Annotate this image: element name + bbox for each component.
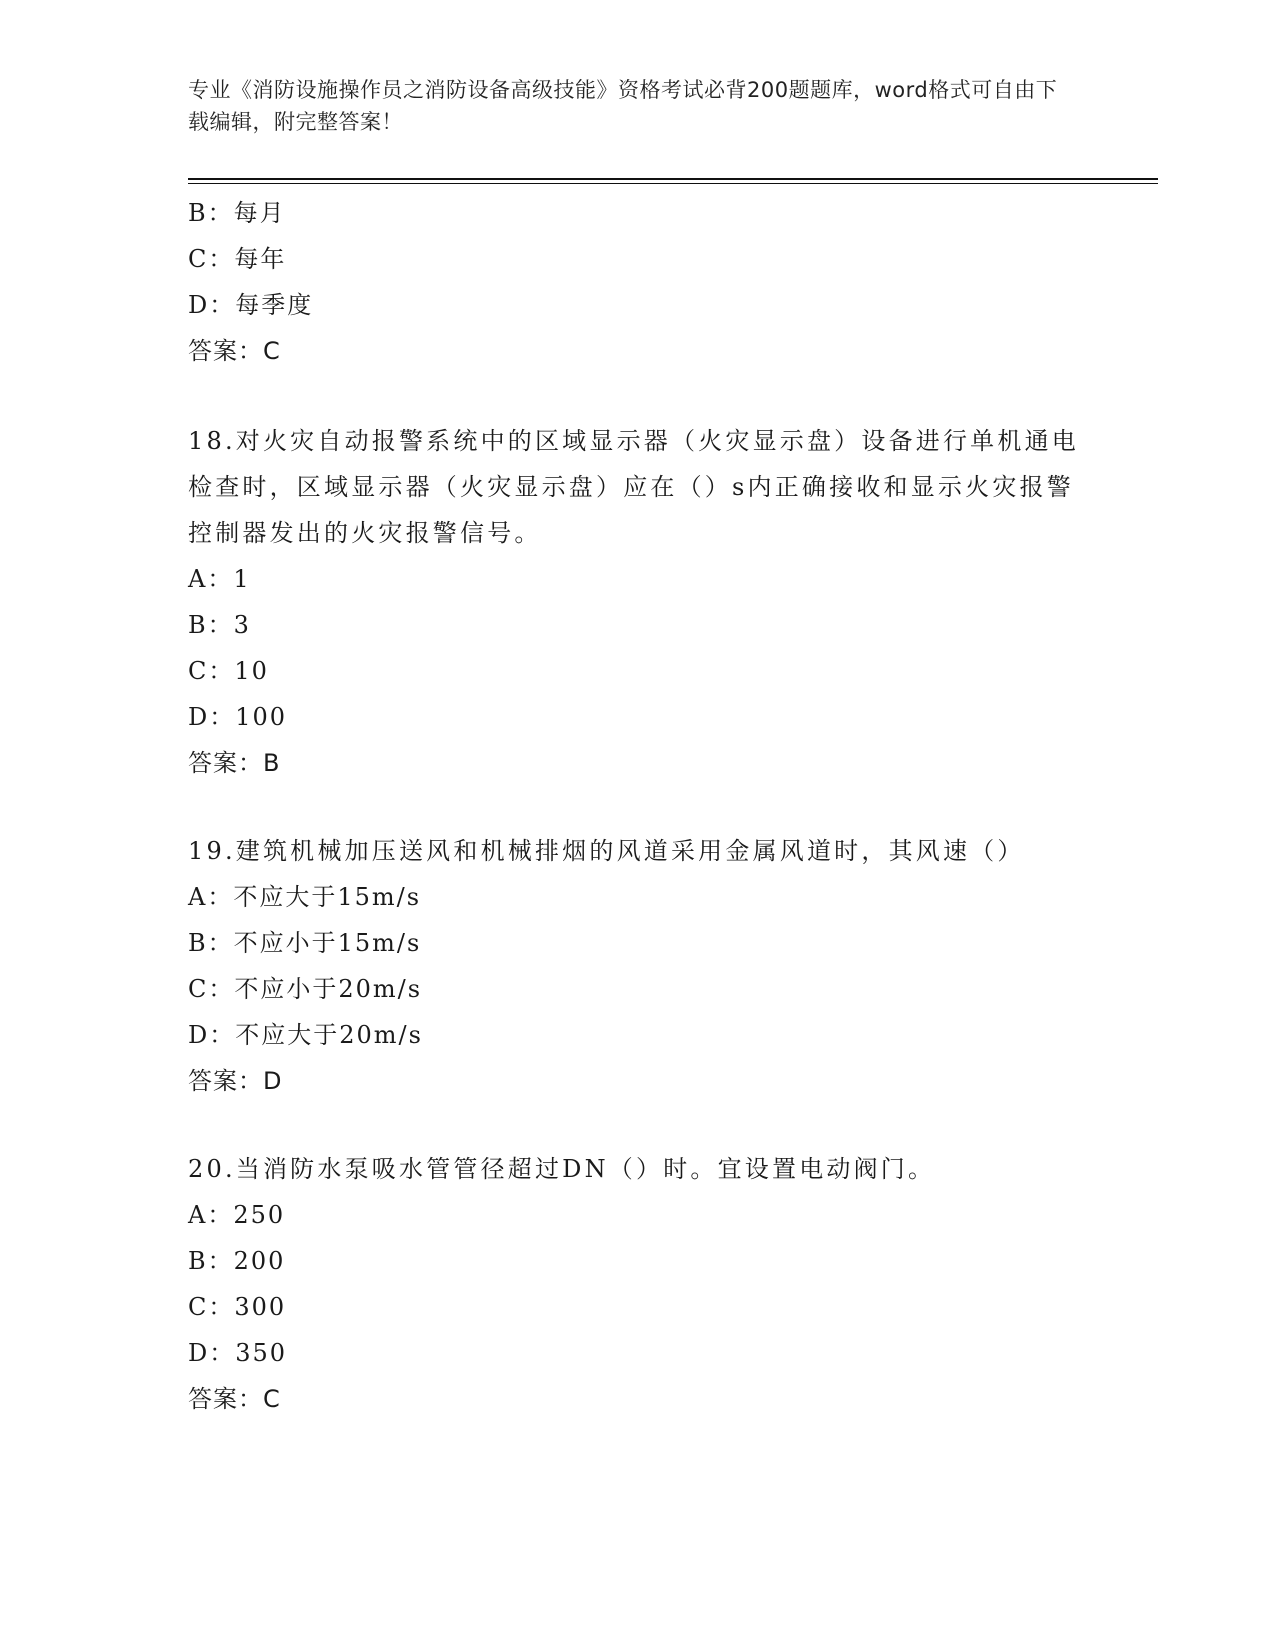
question-19: [188, 828, 1088, 1104]
option-d: D：100: [188, 703, 288, 731]
option-d: D：350: [188, 1339, 288, 1367]
spacer: [188, 786, 1088, 828]
option-c: C：300: [188, 1293, 287, 1321]
answer: 答案：C: [188, 337, 281, 365]
option-a: A：不应大于15m/s: [188, 883, 422, 911]
answer: 答案：D: [188, 1067, 283, 1095]
option-c: C：10: [188, 657, 269, 685]
header-divider-thick: [188, 178, 1158, 180]
option-b: B：200: [188, 1247, 286, 1275]
question-stem: 18.对火灾自动报警系统中的区域显示器（火灾显示盘）设备进行单机通电检查时，区域显示器（火灾显示盘）应在（）s内正确接收和显示火灾报警控制器发出的火灾报警信号。: [188, 427, 1079, 547]
option-b: B：3: [188, 611, 251, 639]
option-b: B：不应小于15m/s: [188, 929, 422, 957]
option-a: A：250: [188, 1201, 286, 1229]
option-b: B：每月: [188, 199, 286, 227]
document-header: 专业《消防设施操作员之消防设备高级技能》资格考试必背200题题库，word格式可自由下载编辑，附完整答案！: [188, 78, 1058, 134]
option-c: C：每年: [188, 245, 287, 273]
answer: 答案：C: [188, 1385, 281, 1413]
option-d: D：每季度: [188, 291, 314, 319]
question-18: [188, 418, 1088, 786]
question-content: [188, 190, 1088, 1422]
question-stem: 19.建筑机械加压送风和机械排烟的风道采用金属风道时，其风速（）: [188, 837, 1025, 865]
option-c: C：不应小于20m/s: [188, 975, 423, 1003]
spacer: [188, 1104, 1088, 1146]
previous-question-tail: [188, 190, 1088, 374]
spacer: [188, 374, 1088, 418]
question-20: [188, 1146, 1088, 1422]
header-divider-thin: [188, 183, 1158, 184]
option-a: A：1: [188, 565, 251, 593]
option-d: D：不应大于20m/s: [188, 1021, 423, 1049]
question-stem: 20.当消防水泵吸水管管径超过DN（）时。宜设置电动阀门。: [188, 1155, 936, 1183]
answer: 答案：B: [188, 749, 281, 777]
